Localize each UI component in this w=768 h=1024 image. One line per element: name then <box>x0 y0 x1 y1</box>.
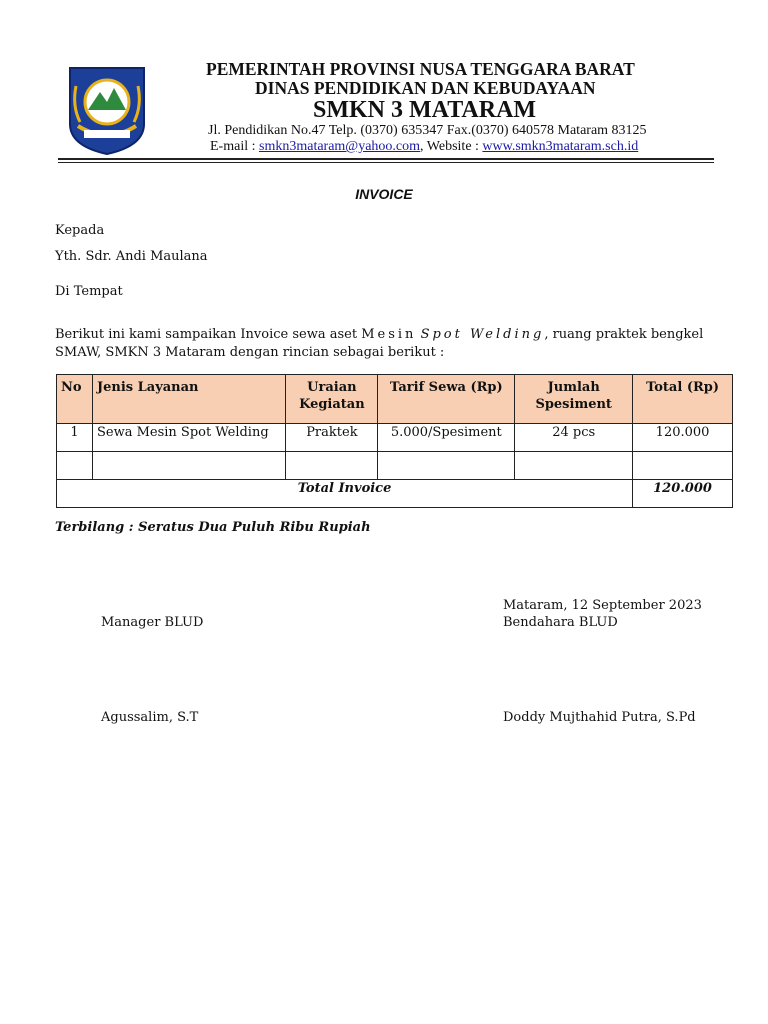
signature-left-name: Agussalim, S.T <box>101 710 199 725</box>
signature-right-title: Bendahara BLUD <box>503 615 618 630</box>
total-invoice-label: Total Invoice <box>57 480 633 508</box>
letterhead-rule-thick <box>58 158 714 160</box>
signature-left-title: Manager BLUD <box>101 615 204 630</box>
signature-date: Mataram, 12 September 2023 <box>503 598 702 613</box>
empty-cell <box>378 452 515 480</box>
empty-cell <box>633 452 733 480</box>
website-link[interactable]: www.smkn3mataram.sch.id <box>482 139 639 154</box>
letterhead-address: Jl. Pendidikan No.47 Telp. (0370) 635347 Fax.(0370) 640578 Mataram 83125 <box>208 123 647 138</box>
empty-cell <box>515 452 633 480</box>
cell-tarif: 5.000/Spesiment <box>378 424 515 452</box>
website-label: , Website : <box>420 139 479 154</box>
recipient-name: Yth. Sdr. Andi Maulana <box>55 249 208 264</box>
email-link[interactable]: smkn3mataram@yahoo.com <box>259 139 421 154</box>
letterhead-department: DINAS PENDIDIKAN DAN KEBUDAYAAN <box>255 78 596 98</box>
header-uraian-kegiatan: Uraian Kegiatan <box>286 375 378 424</box>
table-total-row <box>57 480 733 508</box>
header-jumlah-spesiment: Jumlah Spesiment <box>515 375 633 424</box>
intro-part2: , ruang praktek bengkel SMAW, SMKN 3 Mataram dengan rincian sebagai berikut : <box>55 327 704 360</box>
provincial-emblem-logo <box>66 66 148 156</box>
empty-cell <box>92 452 285 480</box>
table-row <box>57 424 733 452</box>
header-no: No <box>57 375 93 424</box>
header-tarif-sewa: Tarif Sewa (Rp) <box>378 375 515 424</box>
header-jenis-layanan: Jenis Layanan <box>92 375 285 424</box>
intro-italic-words: Spot Welding <box>420 327 545 342</box>
header-total: Total (Rp) <box>633 375 733 424</box>
email-label: E-mail : <box>210 139 256 154</box>
recipient-place: Di Tempat <box>55 284 123 299</box>
letterhead-government: PEMERINTAH PROVINSI NUSA TENGGARA BARAT <box>206 59 635 79</box>
letterhead-school-name: SMKN 3 MATARAM <box>313 97 537 123</box>
cell-uraian: Praktek <box>286 424 378 452</box>
total-invoice-value: 120.000 <box>633 480 733 508</box>
intro-part1: Berikut ini kami sampaikan Invoice sewa aset <box>55 327 362 342</box>
signature-right-name: Doddy Mujthahid Putra, S.Pd <box>503 710 696 725</box>
cell-no: 1 <box>57 424 93 452</box>
letterhead-rule-thin <box>58 162 714 163</box>
cell-total: 120.000 <box>633 424 733 452</box>
intro-spaced-word: Mesin <box>361 327 417 342</box>
letterhead-contact <box>210 139 638 155</box>
empty-cell <box>57 452 93 480</box>
table-header-row <box>57 375 733 424</box>
cell-jenis: Sewa Mesin Spot Welding <box>92 424 285 452</box>
invoice-title: INVOICE <box>355 186 413 202</box>
table-row-empty <box>57 452 733 480</box>
empty-cell <box>286 452 378 480</box>
amount-in-words: Terbilang : Seratus Dua Puluh Ribu Rupiah <box>55 520 371 535</box>
cell-jumlah: 24 pcs <box>515 424 633 452</box>
intro-paragraph <box>55 326 711 362</box>
invoice-table <box>56 374 733 508</box>
recipient-kepada: Kepada <box>55 223 105 238</box>
